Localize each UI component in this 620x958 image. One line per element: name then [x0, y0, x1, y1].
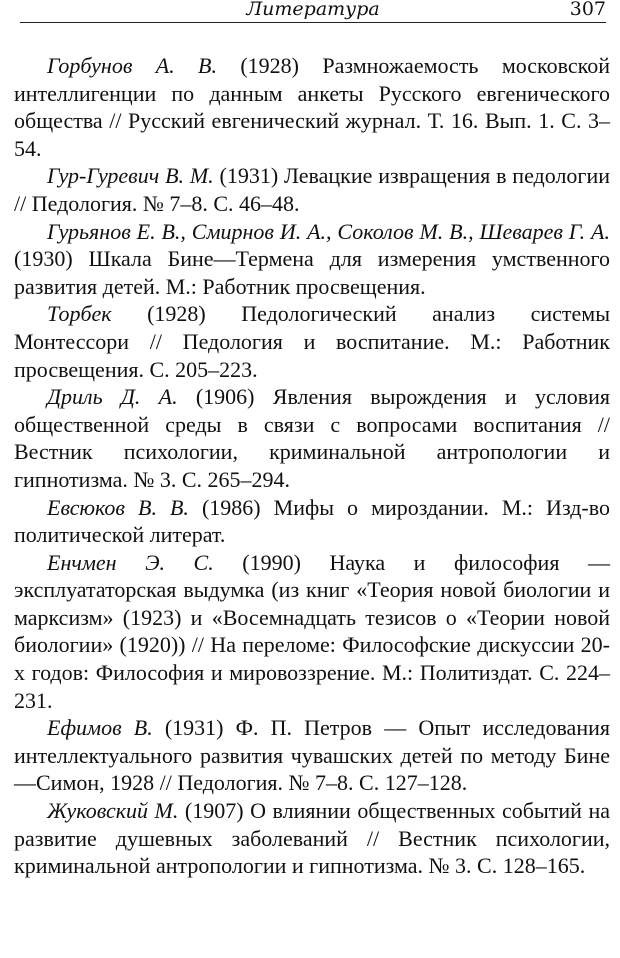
entry-text: (1931) Ф. П. Петров — Опыт исследования интеллектуального развития чувашских детей по методу Бине—Симон, 1928 // Педология. № 7–8. С. 127–128. — [14, 715, 610, 796]
bibliography-list — [14, 52, 610, 880]
entry-author: Дриль Д. А. — [47, 384, 178, 410]
entry-author: Жуковский М. — [47, 798, 179, 824]
entry-text: (1930) Шкала Бине—Термена для измерения умственного развития детей. М.: Работник просвещения. — [14, 246, 610, 299]
entry-author: Гурьянов Е. В., Смирнов И. А., Соколов М. В., Шеварев Г. А. — [47, 218, 610, 244]
entry-text: (1928) Педологический анализ системы Монтессори // Педология и воспитание. М.: Работник просвещения. С. 205–223. — [14, 301, 610, 382]
entry-author: Ефимов В. — [47, 715, 153, 741]
entry-author: Енчмен Э. С. — [47, 549, 214, 575]
bibliography-entry — [14, 218, 610, 301]
bibliography-entry — [14, 494, 610, 549]
entry-text: (1990) Наука и философия — эксплуататорская выдумка (из книг «Теория новой биологии и марксизм» (1923) и «Восемнадцать тезисов о «Теории новой биологии» (1920)) // На переломе: Философские дискуссии 20-х годов: Философия и мировоззрение. М.: Политиздат. С. 224–231. — [14, 549, 610, 713]
entry-author: Горбунов А. В. — [47, 53, 217, 78]
running-head — [20, 0, 606, 23]
bibliography-entry — [14, 797, 610, 880]
running-title: Литература — [246, 0, 380, 20]
bibliography-entry — [14, 383, 610, 493]
entry-text: (1986) Мифы о мироздании. М.: Изд-во политической литерат. — [14, 494, 610, 548]
entry-text: (1928) Размножаемость московской интеллигенции по данным анкеты Русского евгенического общества // Русский евгенический журнал. Т. 16. Вып. 1. С. 3–54. — [14, 53, 610, 161]
entry-text: (1906) Явления вырождения и условия общественной среды в связи с вопросами воспитания // Вестник психологии, криминальной антропологии и гипнотизма. № 3. С. 265–294. — [14, 384, 610, 492]
entry-text: (1907) О влиянии общественных событий на развитие душевных заболеваний // Вестник психологии, криминальной антропологии и гипнотизма. № 3. С. 128–165. — [14, 798, 610, 879]
bibliography-entry — [14, 714, 610, 797]
bibliography-entry — [14, 300, 610, 383]
bibliography-entry — [14, 162, 610, 217]
entry-author: Гур-Гуревич В. М. — [47, 163, 214, 189]
entry-author: Торбек — [47, 301, 112, 327]
entry-text: (1931) Левацкие извращения в педологии // Педология. № 7–8. С. 46–48. — [14, 163, 610, 216]
bibliography-entry — [14, 549, 610, 715]
page-number: 307 — [569, 0, 606, 20]
entry-author: Евсюков В. В. — [47, 494, 189, 520]
bibliography-entry — [14, 52, 610, 162]
